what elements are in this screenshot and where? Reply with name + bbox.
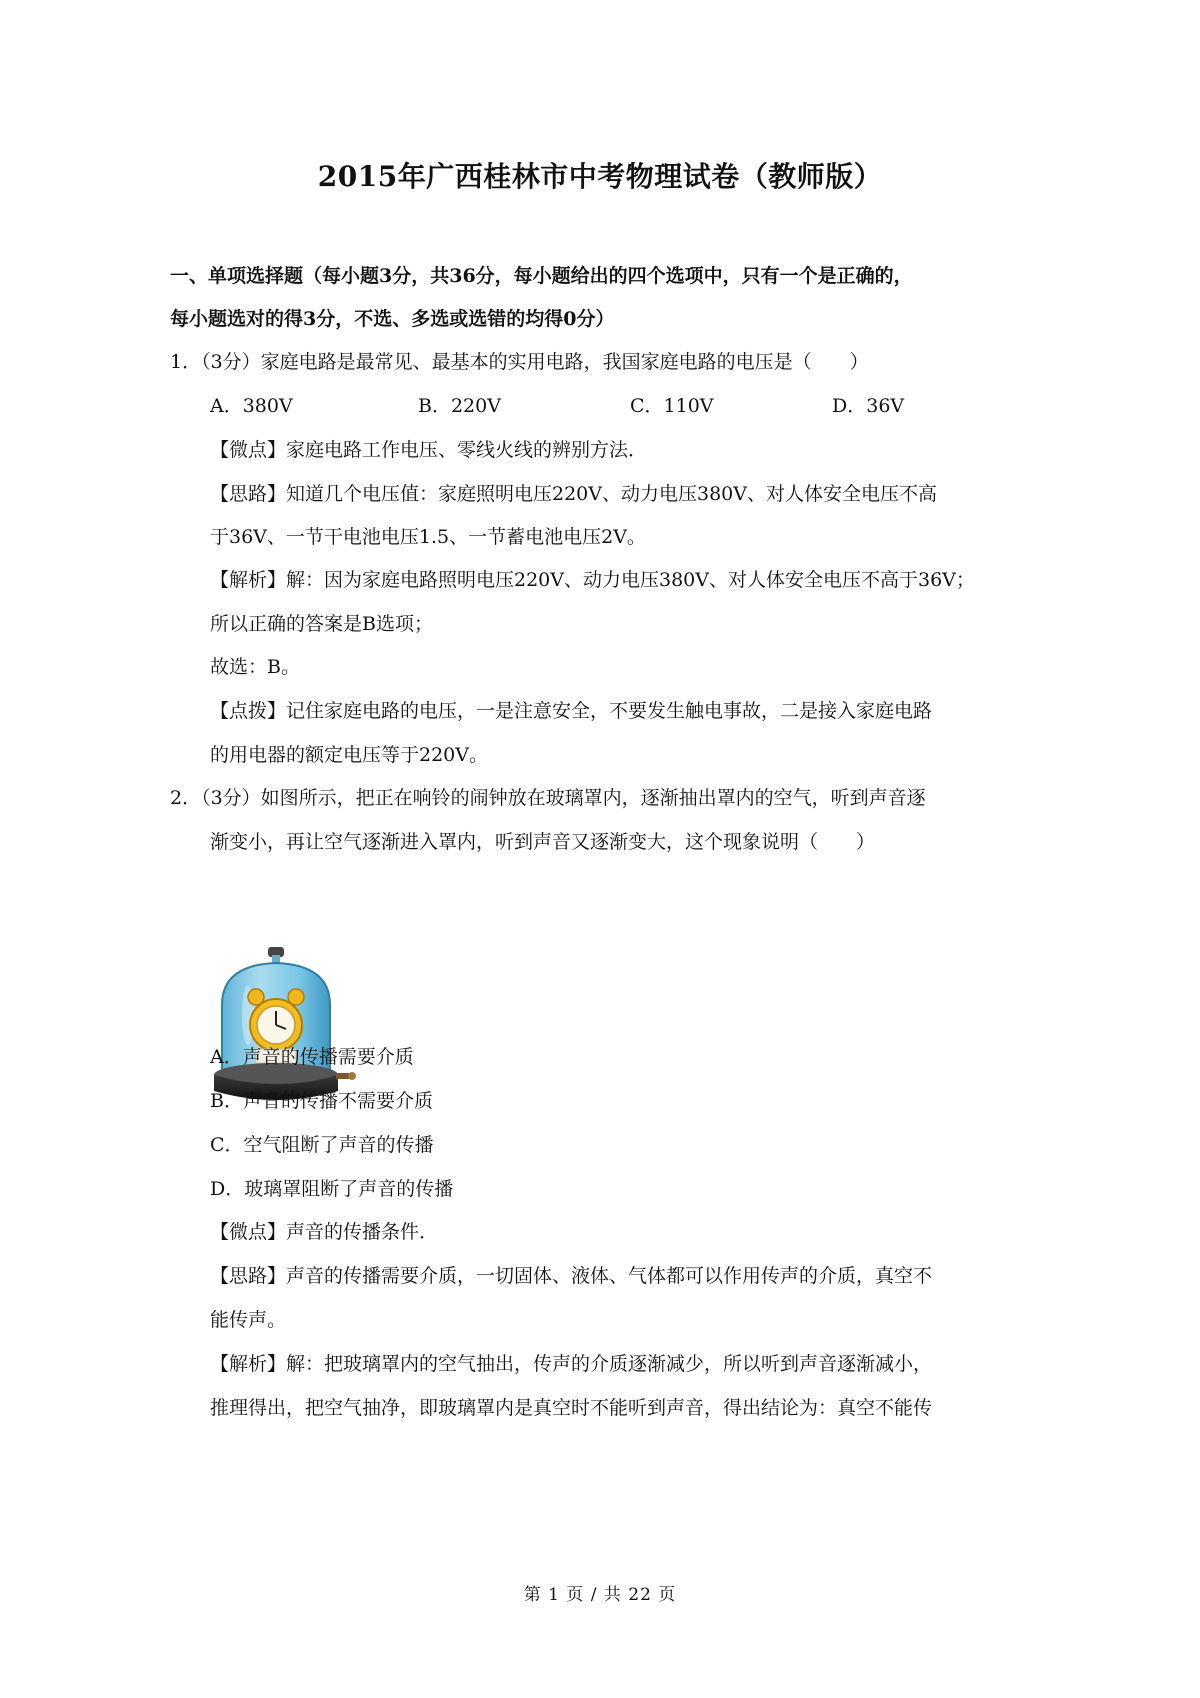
q2-stem-line-2: 渐变小，再让空气逐渐进入罩内，听到声音又逐渐变大，这个现象说明（ ）	[210, 831, 876, 853]
q1-silu-line-2: 于36V、一节干电池电压1.5、一节蓄电池电压2V。	[210, 526, 646, 548]
q2-option-b: B．声音的传播不需要介质	[210, 1090, 433, 1112]
section-heading-line-1: 一、单项选择题（每小题3分，共36分，每小题给出的四个选项中，只有一个是正确的，	[170, 265, 913, 287]
q1-option-a: A．380V	[210, 395, 293, 417]
q1-option-d: D．36V	[832, 395, 905, 417]
q1-stem: 1．（3分）家庭电路是最常见、最基本的实用电路，我国家庭电路的电压是（ ）	[170, 351, 869, 373]
page-footer: 第 1 页 / 共 22 页	[523, 1585, 677, 1605]
q2-jiexi-line-2: 推理得出，把空气抽净，即玻璃罩内是真空时不能听到声音，得出结论为：真空不能传	[210, 1397, 933, 1419]
q1-weidian: 【微点】家庭电路工作电压、零线火线的辨别方法．	[210, 439, 648, 461]
q1-jiexi-line-2: 所以正确的答案是B选项；	[210, 613, 433, 635]
q1-option-b: B．220V	[418, 395, 501, 417]
section-heading-line-2: 每小题选对的得3分，不选、多选或选错的均得0分）	[170, 308, 615, 330]
q1-silu-line-1: 【思路】知道几个电压值：家庭照明电压220V、动力电压380V、对人体安全电压不高	[210, 483, 937, 505]
q2-silu-line-2: 能传声。	[210, 1309, 287, 1331]
q1-dianbo-line-2: 的用电器的额定电压等于220V。	[210, 744, 488, 766]
q1-dianbo-line-1: 【点拨】记住家庭电路的电压，一是注意安全，不要发生触电事故，二是接入家庭电路	[210, 700, 933, 722]
q1-jiexi-line-3: 故选：B。	[210, 656, 300, 678]
page-title: 2015年广西桂林市中考物理试卷（教师版）	[317, 160, 883, 193]
q2-stem-line-1: 2．（3分）如图所示，把正在响铃的闹钟放在玻璃罩内，逐渐抽出罩内的空气，听到声音逐	[170, 787, 926, 809]
q1-jiexi-line-1: 【解析】解：因为家庭电路照明电压220V、动力电压380V、对人体安全电压不高于36V；	[210, 569, 975, 591]
q2-option-d: D．玻璃罩阻断了声音的传播	[210, 1178, 454, 1200]
q2-jiexi-line-1: 【解析】解：把玻璃罩内的空气抽出，传声的介质逐渐减少，所以听到声音逐渐减小，	[210, 1353, 933, 1375]
q1-option-c: C．110V	[630, 395, 714, 417]
q2-weidian: 【微点】声音的传播条件．	[210, 1221, 439, 1243]
q2-option-a: A．声音的传播需要介质	[210, 1046, 414, 1068]
q2-silu-line-1: 【思路】声音的传播需要介质，一切固体、液体、气体都可以作用传声的介质，真空不	[210, 1265, 933, 1287]
q2-option-c: C．空气阻断了声音的传播	[210, 1134, 434, 1156]
